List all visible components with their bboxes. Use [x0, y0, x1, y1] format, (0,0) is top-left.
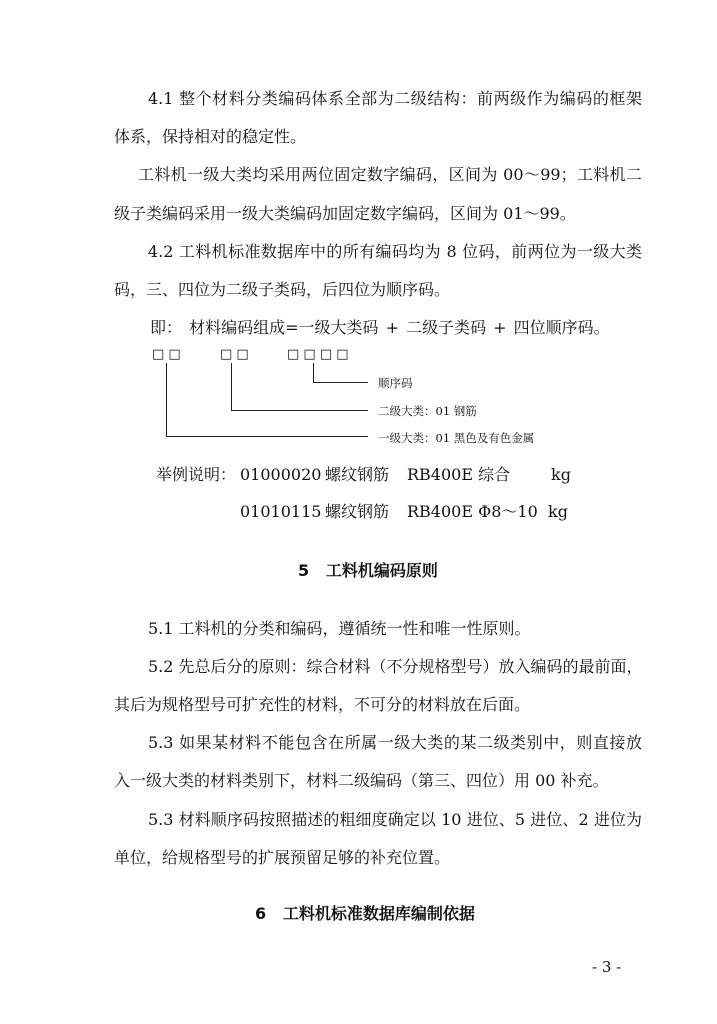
- example-row1-code: 01000020: [240, 465, 322, 484]
- para-4-2-line-1: 4.2 工料机标准数据库中的所有编码均为 8 位码，前两位为一级大类: [148, 242, 642, 261]
- code-boxes-level1: □ □: [152, 347, 181, 362]
- para-5-3a-line-1: 5.3 如果某材料不能包含在所属一级大类的某二级类别中，则直接放: [148, 733, 642, 752]
- section-6-heading: 6 工料机标准数据库编制依据: [255, 904, 475, 923]
- example-row2-unit: kg: [548, 502, 568, 521]
- para-5-3a-line-2: 入一级大类的材料类别下，材料二级编码（第三、四位）用 00 补充。: [114, 771, 609, 790]
- example-row1-unit: kg: [551, 465, 571, 484]
- code-boxes-sequence: □ □ □ □: [287, 347, 349, 362]
- page-number: - 3 -: [592, 958, 622, 976]
- connector-sequence: [314, 363, 369, 383]
- example-row2-code: 01010115: [240, 502, 322, 521]
- code-boxes-level2: □ □: [220, 347, 249, 362]
- para-4-1-line-1: 4.1 整个材料分类编码体系全部为二级结构：前两级作为编码的框架: [148, 89, 642, 108]
- para-4-1-line-2: 体系，保持相对的稳定性。: [114, 127, 307, 146]
- example-row1-name: 螺纹钢筋: [325, 465, 390, 484]
- connector-level2: [232, 363, 369, 411]
- formula-line: 即： 材料编码组成=一级大类码 + 二级子类码 + 四位顺序码。: [150, 318, 610, 337]
- label-sequence-code: 顺序码: [378, 376, 413, 390]
- example-row1-spec: RB400E 综合: [407, 465, 511, 484]
- para-5-3b-line-2: 单位，给规格型号的扩展预留足够的补充位置。: [114, 848, 451, 867]
- section-5-heading: 5 工料机编码原则: [298, 561, 438, 580]
- para-4-2-line-2: 码，三、四位为二级子类码，后四位为顺序码。: [114, 280, 451, 299]
- para-5-2-line-2: 其后为规格型号可扩充性的材料，不可分的材料放在后面。: [114, 695, 531, 714]
- para-5-3b-line-1: 5.3 材料顺序码按照描述的粗细度确定以 10 进位、5 进位、2 进位为: [148, 810, 642, 829]
- label-level2-category: 二级大类：01 钢筋: [378, 404, 477, 418]
- para-level-line-1: 工料机一级大类均采用两位固定数字编码，区间为 00～99；工料机二: [138, 165, 642, 184]
- para-level-line-2: 级子类编码采用一级大类编码加固定数字编码，区间为 01～99。: [114, 204, 576, 223]
- para-5-2-line-1: 5.2 先总后分的原则：综合材料（不分规格型号）放入编码的最前面，: [148, 657, 643, 676]
- example-row2-name: 螺纹钢筋: [325, 502, 390, 521]
- label-level1-category: 一级大类：01 黑色及有色金属: [378, 431, 535, 445]
- example-row2-spec: RB400E Φ8～10: [407, 502, 538, 521]
- connector-level1: [167, 363, 369, 437]
- example-label: 举例说明：: [156, 465, 237, 484]
- para-5-1: 5.1 工料机的分类和编码，遵循统一性和唯一性原则。: [148, 619, 531, 638]
